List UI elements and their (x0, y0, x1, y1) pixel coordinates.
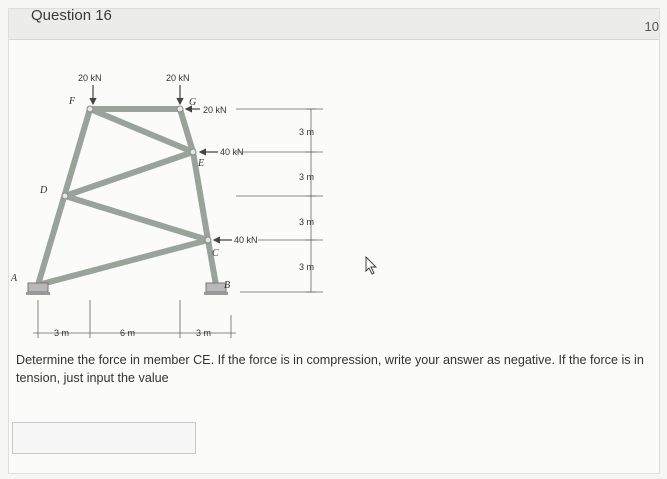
answer-input[interactable] (12, 422, 196, 454)
dimension-base-2: 6 m (120, 328, 136, 338)
joint-D (62, 193, 68, 199)
node-label-F: F (69, 96, 76, 107)
question-title: Question 16 (31, 7, 112, 24)
load-label-F: 20 kN (78, 73, 102, 83)
joint-G (177, 106, 183, 112)
load-label-E: 40 kN (220, 147, 244, 157)
dimension-base-3: 3 m (196, 328, 212, 338)
member-FE (90, 109, 193, 152)
question-points: 10 (644, 19, 659, 34)
node-label-G: G (189, 97, 197, 108)
member-CB (208, 240, 216, 285)
node-label-B: B (224, 280, 231, 291)
member-DC (65, 196, 208, 240)
dimension-height-3: 3 m (299, 217, 315, 227)
load-label-G-horizontal: 20 kN (203, 105, 227, 115)
joint-C (205, 237, 211, 243)
dimension-base-1: 3 m (54, 328, 70, 338)
truss-figure (0, 52, 667, 352)
mouse-cursor-icon (366, 257, 376, 274)
node-label-D: D (40, 185, 48, 196)
joint-F (87, 106, 93, 112)
support-A (26, 283, 50, 295)
question-prompt: Determine the force in member CE. If the force is in compression, write your answer as negative. If the force is in tension, just input the value (16, 353, 644, 385)
dimension-height-4: 3 m (299, 262, 315, 272)
load-label-C: 40 kN (234, 235, 258, 245)
question-header (9, 9, 659, 40)
dimension-height-2: 3 m (299, 172, 315, 182)
member-EC-diag (65, 152, 193, 196)
member-CA (38, 240, 208, 285)
joint-E (190, 149, 196, 155)
node-label-E: E (198, 158, 205, 169)
dimension-height-1: 3 m (299, 127, 315, 137)
load-label-G: 20 kN (166, 73, 190, 83)
node-label-A: A (11, 273, 18, 284)
node-label-C: C (212, 248, 219, 259)
